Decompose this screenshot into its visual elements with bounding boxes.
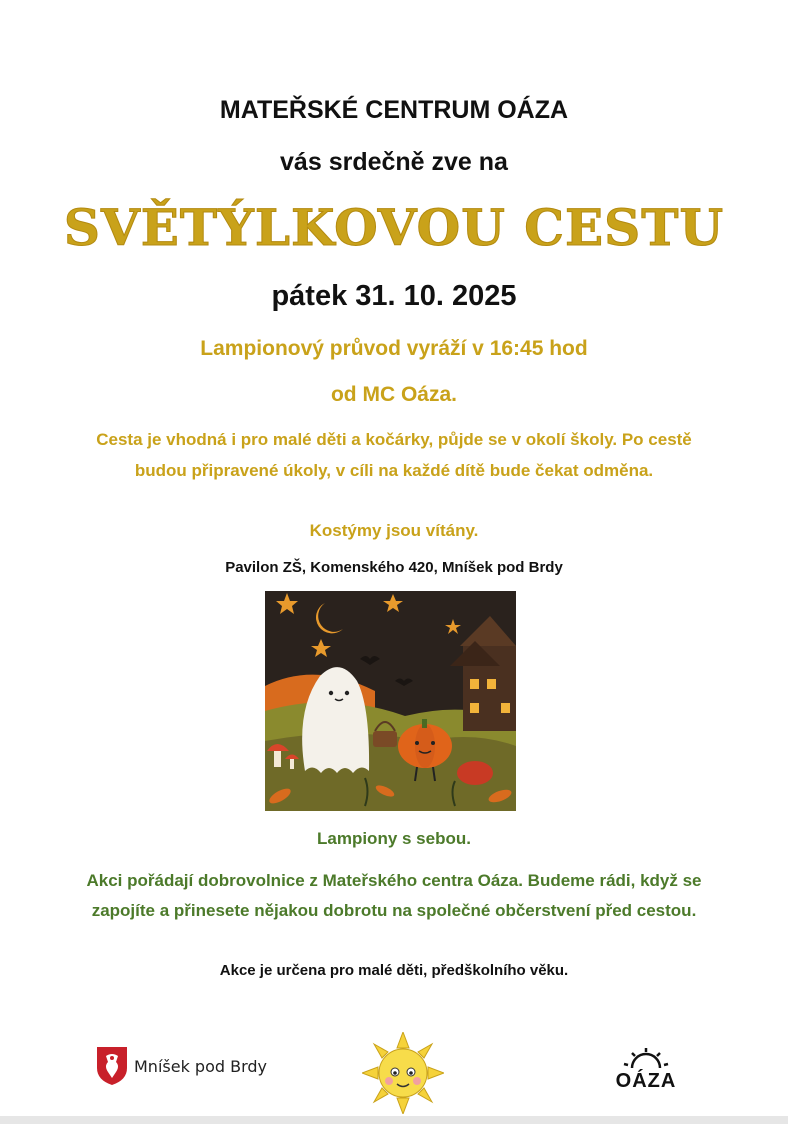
- organizer-title: MATEŘSKÉ CENTRUM OÁZA: [219, 96, 569, 124]
- oaza-logo: [608, 1046, 684, 1092]
- oaza-logo-text: OÁZA: [615, 1070, 677, 1092]
- town-name: Mníšek pod Brdy: [134, 1056, 268, 1076]
- invite-line: vás srdečně zve na: [280, 148, 508, 176]
- event-address: Pavilon ZŠ, Komenského 420, Mníšek pod Brdy: [225, 559, 563, 576]
- event-date: pátek 31. 10. 2025: [271, 280, 517, 312]
- departure-time: Lampionový průvod vyráží v 16:45 hod: [200, 337, 588, 360]
- costumes-note: Kostýmy jsou vítány.: [309, 521, 479, 540]
- town-logo: [96, 1046, 267, 1086]
- event-description: Cesta je vhodná i pro malé děti a kočárky, půjde se v okolí školy. Po cestě budou připravené úkoly, v cíli na každé dítě bude čekat odměna.: [96, 430, 692, 480]
- event-title: SVĚTÝLKOVOU CESTU: [63, 198, 725, 257]
- halloween-illustration: [265, 591, 516, 811]
- sun-logo-icon: [362, 1032, 444, 1114]
- town-crest-icon: [96, 1046, 128, 1086]
- page-bottom-edge: [0, 1116, 788, 1124]
- departure-place: od MC Oáza.: [330, 383, 457, 406]
- lanterns-note: Lampiony s sebou.: [317, 829, 471, 848]
- oaza-sunrise-icon: [608, 1046, 684, 1072]
- audience-note: Akce je určena pro malé děti, předškolního věku.: [219, 962, 569, 979]
- organizers-note: Akci pořádají dobrovolnice z Mateřského centra Oáza. Budeme rádi, když se zapojíte a přinesete nějakou dobrotu na společné občerstvení před cestou.: [86, 871, 702, 920]
